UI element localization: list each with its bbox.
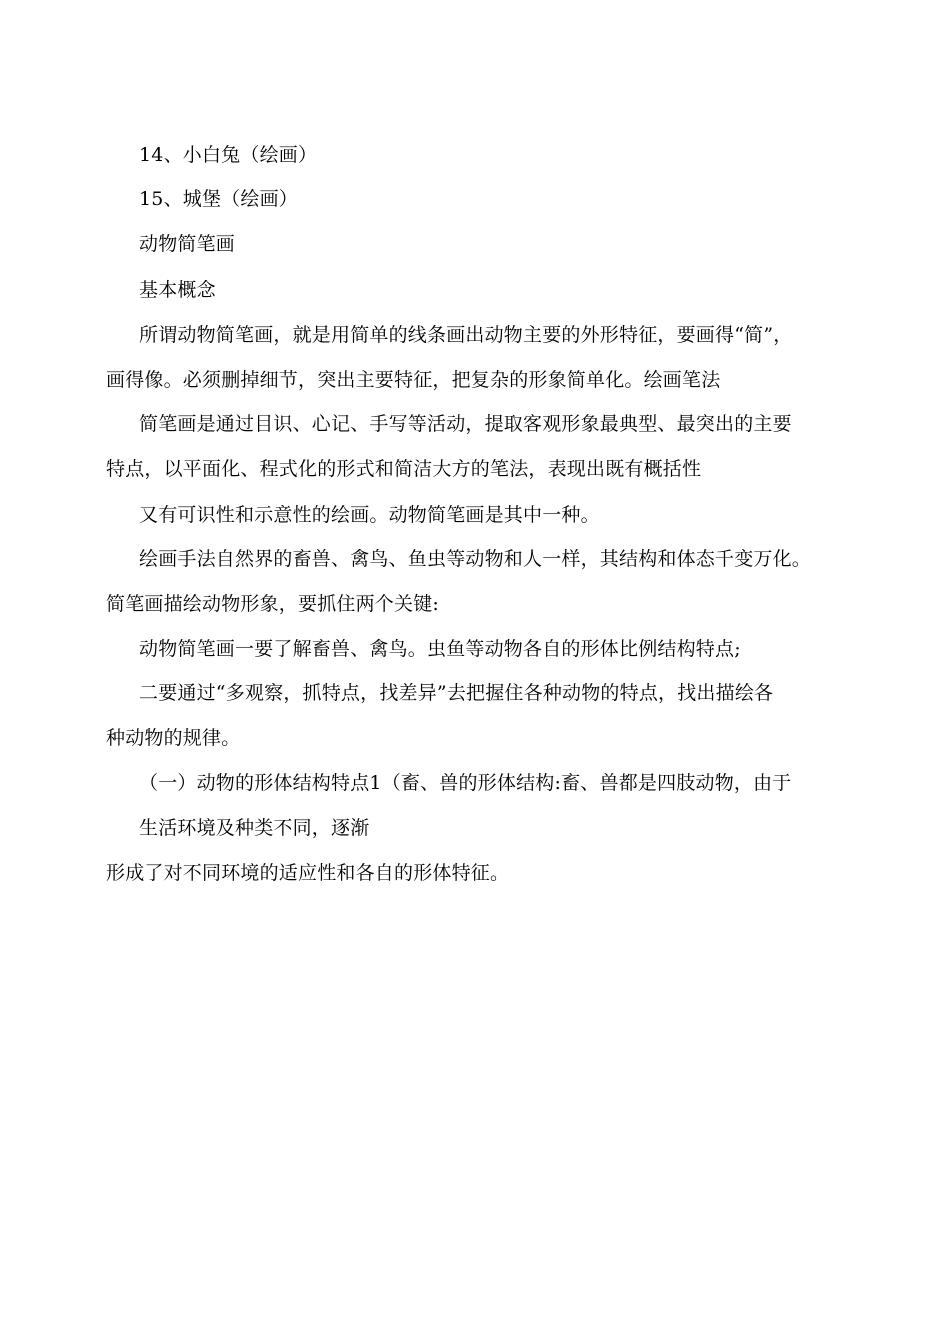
list-item-15: 15、城堡（绘画） bbox=[139, 188, 298, 210]
list-item-14: 14、小白兔（绘画） bbox=[139, 144, 318, 166]
paragraph-line: 绘画手法自然界的畜兽、禽鸟、鱼虫等动物和人一样，其结构和体态千变万化。 bbox=[139, 548, 812, 570]
paragraph-line: 画得像。必须删掉细节，突出主要特征，把复杂的形象简单化。绘画笔法 bbox=[106, 369, 721, 391]
section-heading: 动物简笔画 bbox=[139, 233, 236, 255]
paragraph-line: 种动物的规律。 bbox=[106, 727, 241, 749]
paragraph-line: 生活环境及种类不同，逐渐 bbox=[139, 817, 370, 839]
paragraph-line: 动物简笔画一要了解畜兽、禽鸟。虫鱼等动物各自的形体比例结构特点; bbox=[139, 638, 741, 660]
paragraph-line: 简笔画是通过目识、心记、手写等活动，提取客观形象最典型、最突出的主要 bbox=[139, 413, 792, 435]
paragraph-line: 形成了对不同环境的适应性和各自的形体特征。 bbox=[106, 862, 510, 884]
paragraph-line: 二要通过“多观察，抓特点，找差异”去把握住各种动物的特点，找出描绘各 bbox=[139, 682, 774, 704]
paragraph-line: 所谓动物简笔画，就是用简单的线条画出动物主要的外形特征，要画得“简”， bbox=[139, 324, 793, 346]
subsection-heading: 基本概念 bbox=[139, 279, 216, 301]
paragraph-line: 简笔画描绘动物形象，要抓住两个关键: bbox=[106, 593, 440, 615]
paragraph-line: （一）动物的形体结构特点1（畜、兽的形体结构:畜、兽都是四肢动物，由于 bbox=[139, 772, 792, 794]
paragraph-line: 又有可识性和示意性的绘画。动物简笔画是其中一种。 bbox=[139, 504, 600, 526]
paragraph-line: 特点，以平面化、程式化的形式和简洁大方的笔法，表现出既有概括性 bbox=[106, 458, 702, 480]
